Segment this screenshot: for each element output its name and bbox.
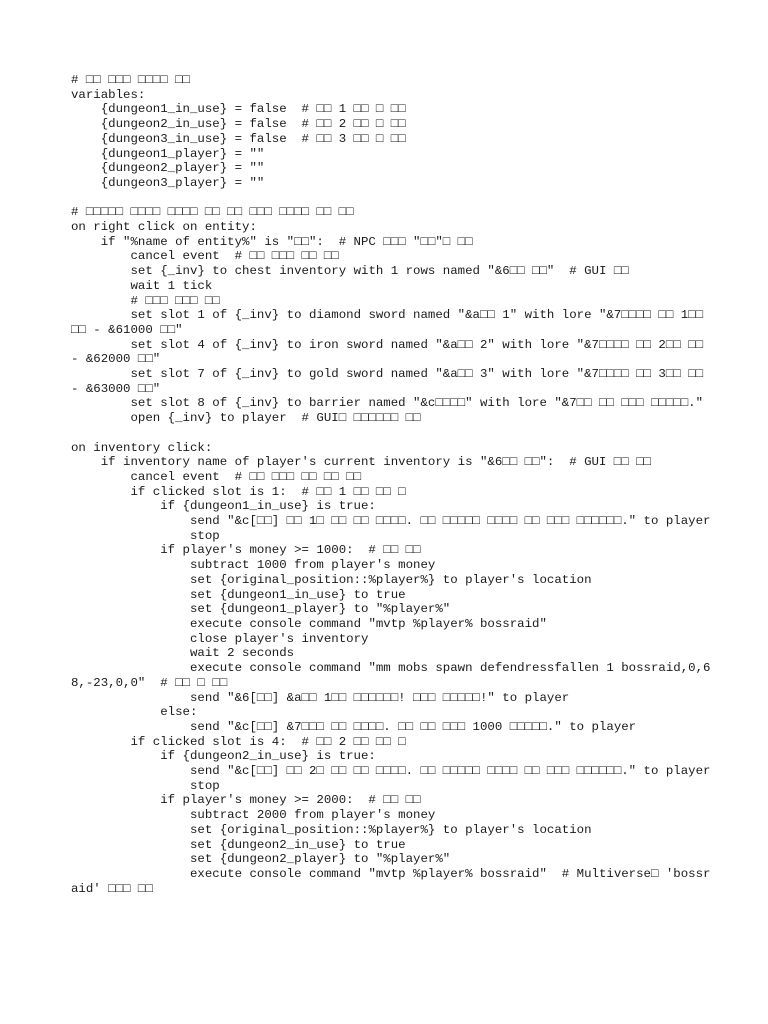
code-line: execute console command "mvtp %player% bossraid" bbox=[71, 616, 547, 631]
code-line bbox=[71, 191, 711, 206]
code-line: if {dungeon2_in_use} is true: bbox=[71, 749, 376, 764]
code-line: set slot 8 of {_inv} to barrier named "&c□□□□" with lore "&7□□ □□ □□□ □□□□□." bbox=[71, 396, 704, 411]
code-line: else: bbox=[71, 705, 198, 720]
code-line: {dungeon2_in_use} = false # □□ 2 □□ □ □□ bbox=[71, 117, 406, 132]
code-line: stop bbox=[71, 778, 220, 793]
code-line: set {dungeon2_in_use} to true bbox=[71, 837, 406, 852]
code-line: subtract 1000 from player's money bbox=[71, 558, 436, 573]
code-line: # □□ □□□ □□□□ □□ bbox=[71, 73, 190, 87]
code-line: if "%name of entity%" is "□□": # NPC □□□ "□□"□ □□ bbox=[71, 234, 473, 249]
code-line: set slot 1 of {_inv} to diamond sword named "&a□□ 1" with lore "&7□□□□ □□ 1□□ □□ - &61000 □□" bbox=[71, 308, 711, 337]
code-line bbox=[71, 426, 711, 441]
code-line: set slot 7 of {_inv} to gold sword named "&a□□ 3" with lore "&7□□□□ □□ 3□□ □□ - &63000 □□" bbox=[71, 367, 711, 396]
code-line: # □□□□□ □□□□ □□□□ □□ □□ □□□ □□□□ □□ □□ bbox=[71, 205, 354, 220]
code-line: send "&c[□□] □□ 2□ □□ □□ □□□□. □□ □□□□□ □□□□ □□ □□□ □□□□□□." to player bbox=[71, 764, 711, 779]
code-line: wait 1 tick bbox=[71, 278, 213, 293]
code-line: on right click on entity: bbox=[71, 220, 257, 235]
code-line: if inventory name of player's current inventory is "&6□□ □□": # GUI □□ □□ bbox=[71, 455, 651, 470]
code-line: set {original_position::%player%} to player's location bbox=[71, 572, 592, 587]
code-line: {dungeon1_in_use} = false # □□ 1 □□ □ □□ bbox=[71, 102, 406, 117]
code-line: set {dungeon2_player} to "%player%" bbox=[71, 852, 451, 867]
code-listing bbox=[71, 73, 711, 896]
code-line: send "&6[□□] &a□□ 1□□ □□□□□□! □□□ □□□□□!" to player bbox=[71, 690, 570, 705]
code-line: variables: bbox=[71, 87, 146, 102]
code-line: subtract 2000 from player's money bbox=[71, 808, 436, 823]
code-line: if player's money >= 2000: # □□ □□ bbox=[71, 793, 421, 808]
code-line: open {_inv} to player # GUI□ □□□□□□ □□ bbox=[71, 411, 421, 426]
code-line: if clicked slot is 4: # □□ 2 □□ □□ □ bbox=[71, 734, 406, 749]
code-line: on inventory click: bbox=[71, 440, 213, 455]
code-line: cancel event # □□ □□□ □□ □□ bbox=[71, 249, 339, 264]
code-line: send "&c[□□] □□ 1□ □□ □□ □□□□. □□ □□□□□ □□□□ □□ □□□ □□□□□□." to player bbox=[71, 514, 711, 529]
code-line: {dungeon3_player} = "" bbox=[71, 175, 265, 190]
code-line: set {_inv} to chest inventory with 1 rows named "&6□□ □□" # GUI □□ bbox=[71, 264, 629, 279]
code-line: set {original_position::%player%} to player's location bbox=[71, 822, 592, 837]
code-line: if clicked slot is 1: # □□ 1 □□ □□ □ bbox=[71, 484, 406, 499]
code-line: {dungeon1_player} = "" bbox=[71, 146, 265, 161]
code-line: wait 2 seconds bbox=[71, 646, 295, 661]
code-line: set slot 4 of {_inv} to iron sword named "&a□□ 2" with lore "&7□□□□ □□ 2□□ □□ - &62000 □□" bbox=[71, 337, 711, 367]
code-line: if {dungeon1_in_use} is true: bbox=[71, 499, 376, 514]
code-line: set {dungeon1_in_use} to true bbox=[71, 587, 406, 602]
code-line: set {dungeon1_player} to "%player%" bbox=[71, 602, 451, 617]
code-line: execute console command "mvtp %player% bossraid" # Multiverse□ 'bossraid' □□□ □□ bbox=[71, 866, 711, 896]
code-line: stop bbox=[71, 528, 220, 543]
code-line: execute console command "mm mobs spawn defendressfallen 1 bossraid,0,68,-23,0,0" # □□ □ □□ bbox=[71, 661, 711, 690]
code-line: cancel event # □□ □□□ □□ □□ □□ bbox=[71, 469, 362, 484]
code-line: close player's inventory bbox=[71, 631, 369, 646]
code-line: # □□□ □□□ □□ bbox=[71, 293, 220, 308]
code-line: {dungeon3_in_use} = false # □□ 3 □□ □ □□ bbox=[71, 131, 406, 146]
code-line: send "&c[□□] &7□□□ □□ □□□□. □□ □□ □□□ 1000 □□□□□." to player bbox=[71, 719, 637, 734]
code-line: {dungeon2_player} = "" bbox=[71, 161, 265, 176]
code-line: if player's money >= 1000: # □□ □□ bbox=[71, 543, 421, 558]
